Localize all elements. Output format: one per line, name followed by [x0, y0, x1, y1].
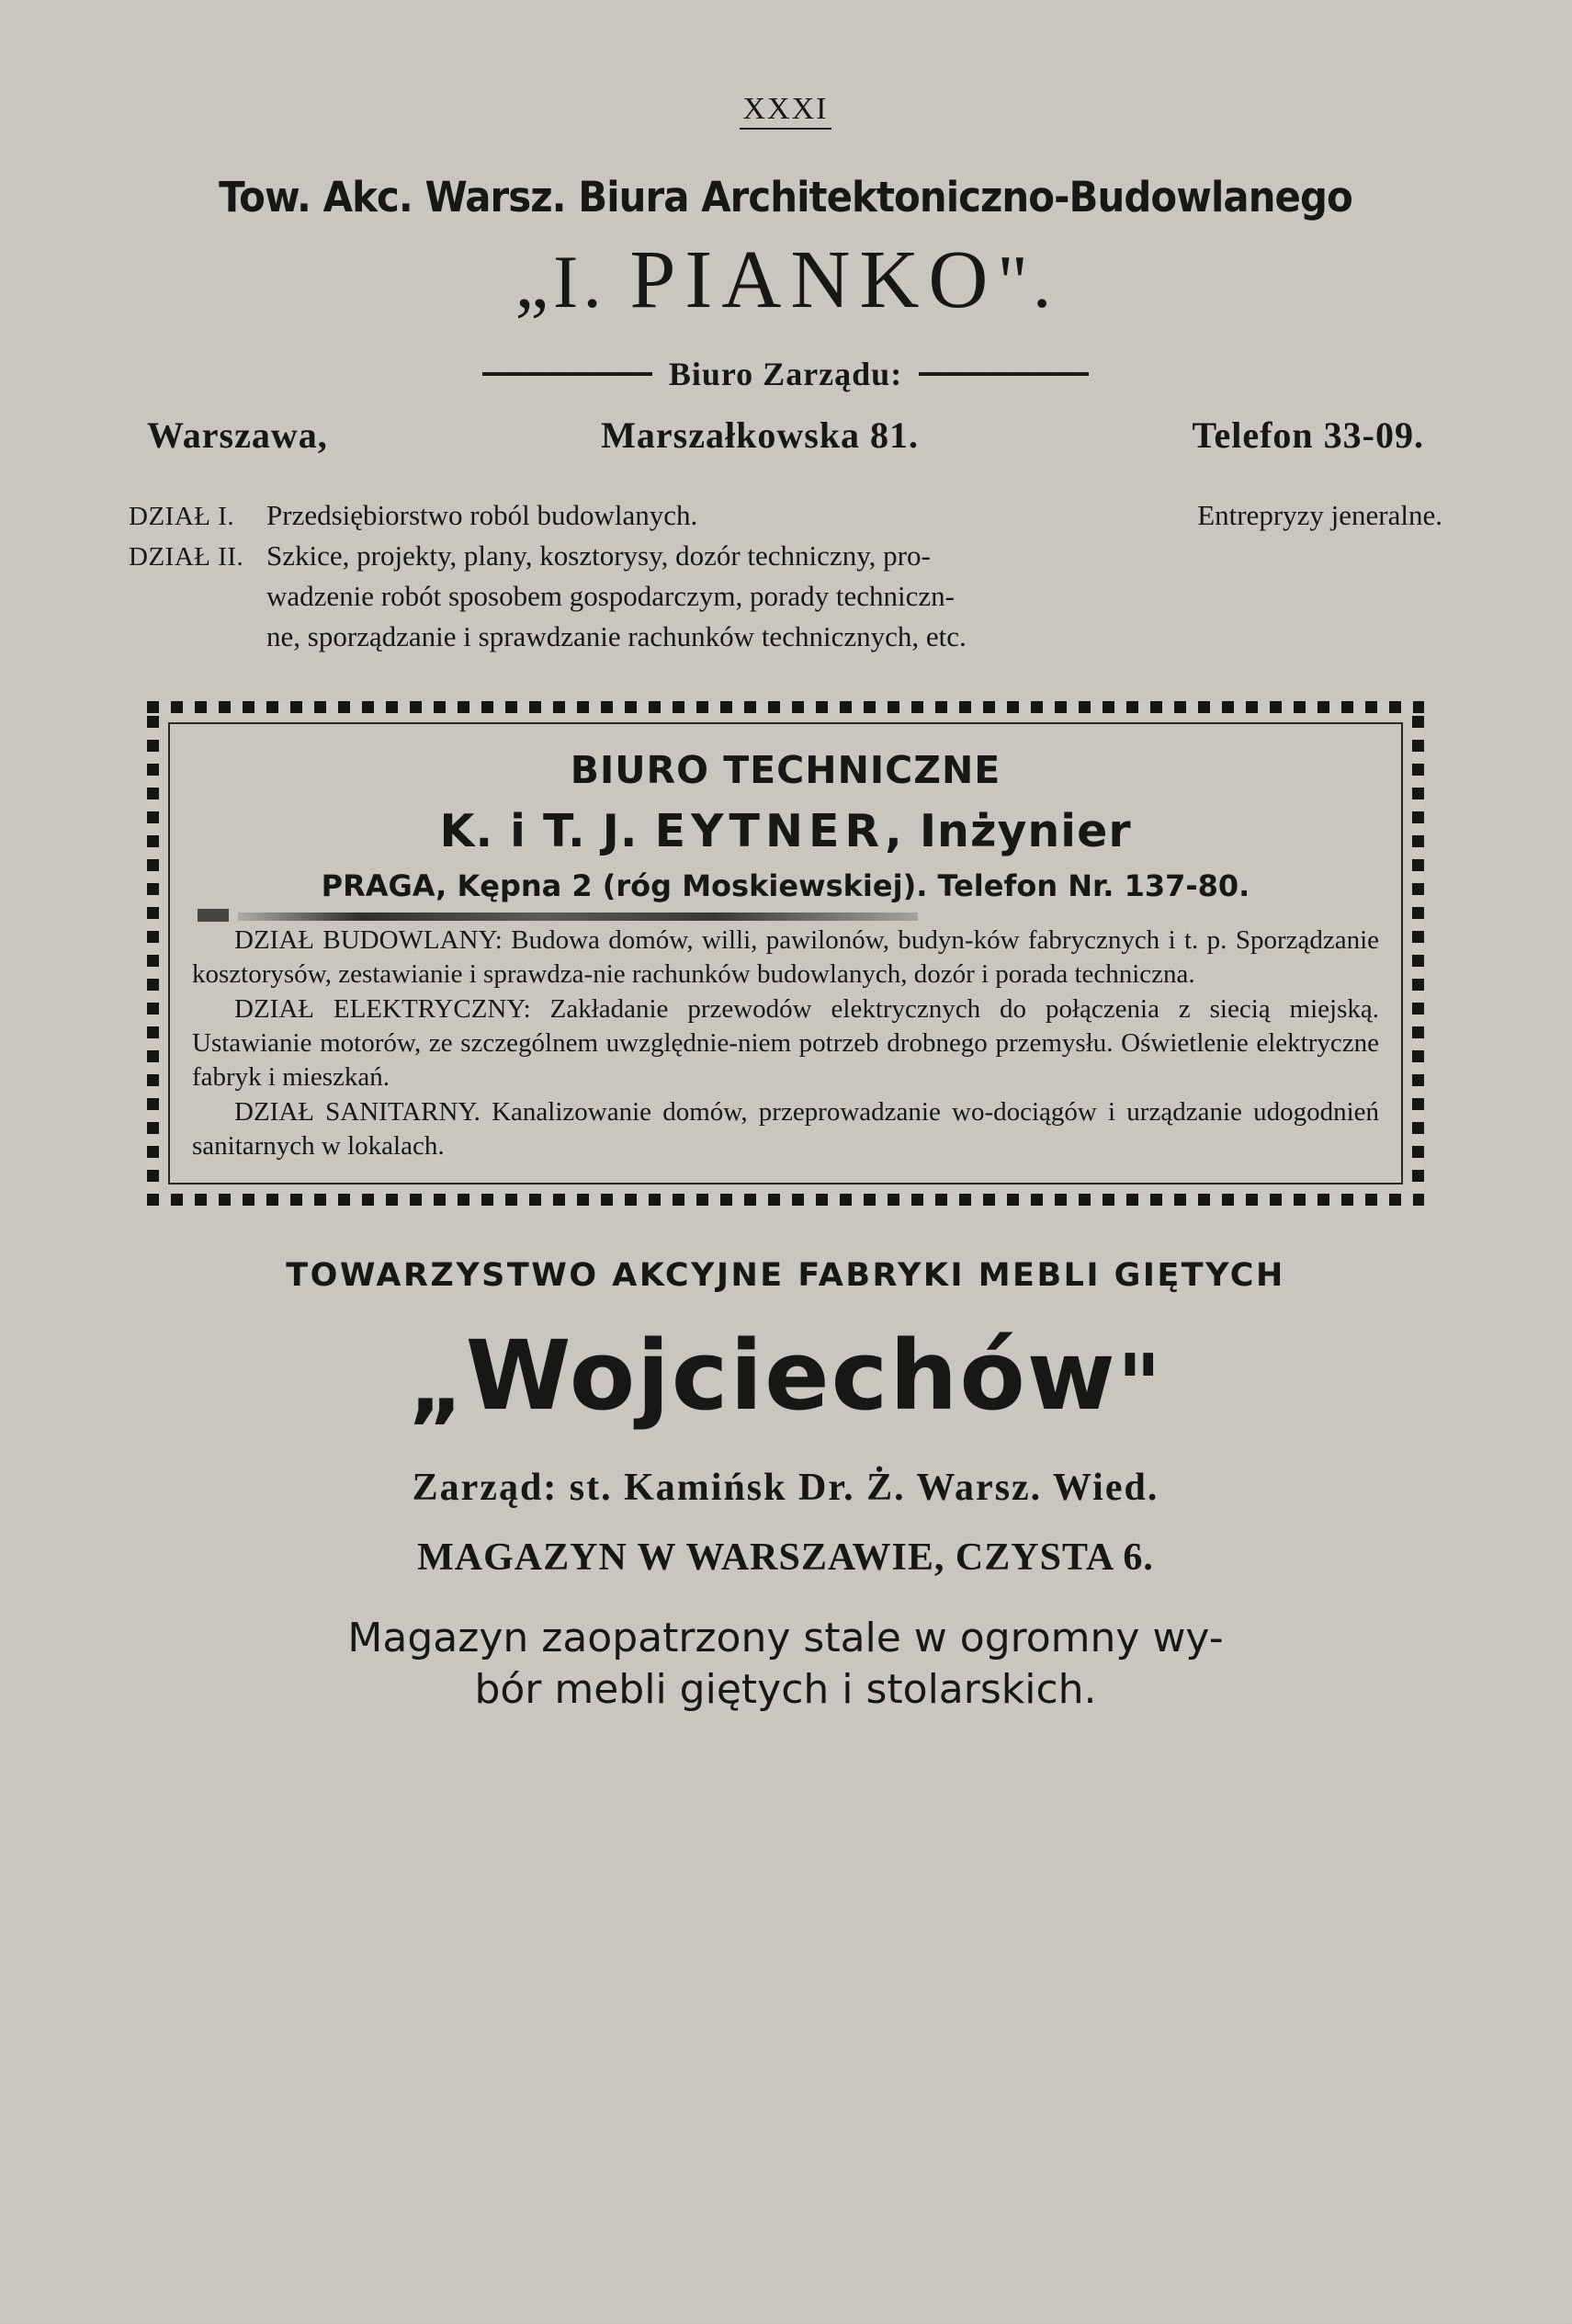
wojciechow-top-line: TOWARZYSTWO AKCYJNE FABRYKI MEBLI GIĘTYCH [286, 1257, 1285, 1295]
pianko-brand-close-quote: ". [997, 240, 1057, 323]
wojciechow-brand-name: Wojciechów [465, 1320, 1117, 1433]
rule-right [919, 372, 1089, 376]
wojciechow-brand [129, 1320, 1442, 1434]
pianko-city: Warszawa, [147, 414, 328, 456]
department-1-text [266, 495, 1442, 536]
wojciechow-brand-open-quote: „ [408, 1336, 466, 1435]
department-2-continuation [266, 576, 1442, 657]
page-number-value: XXXI [740, 92, 832, 130]
eytner-name-suffix: , Inżynier [885, 805, 1132, 858]
pianko-company-line: Tow. Akc. Warsz. Biura Architektoniczno-Budowlanego [219, 173, 1352, 221]
department-row-2 [129, 536, 1442, 576]
pianko-departments [129, 495, 1442, 657]
wojciechow-tagline-line2: bór mebli giętych i stolarskich. [474, 1666, 1097, 1714]
eytner-dept-elektryczny [192, 992, 1379, 1094]
page-number [129, 92, 1442, 127]
pianko-brand-open-quote: „I. [515, 240, 606, 323]
eytner-heading: BIURO TECHNICZNE [570, 748, 1001, 793]
eytner-dept-elektryczny-text2: Ustawianie motorów, ze szczególnem uwzględnie-niem potrzeb drobnego przemysłu. Oświetlenie elektryczne fabryk i mieszkań. [192, 1027, 1379, 1092]
pianko-address-row [129, 414, 1442, 457]
eytner-dept-budowlany-text2: Sporządzanie kosztorysów, zestawianie i sprawdza-nie rachunków budowlanych, dozór i porada techniczna. [192, 925, 1380, 989]
advert-wojciechow [129, 1257, 1442, 1717]
pianko-office-label: Biuro Zarządu: [668, 356, 903, 392]
rule-left [482, 372, 652, 376]
eytner-dept-sanitarny-text: Kanalizowanie domów, przeprowadzanie wo-dociągów i urządzanie udogodnień sanitarnych w lokalach. [192, 1097, 1380, 1161]
eytner-name-prefix: K. i T. J. [439, 805, 655, 858]
advert-pianko [129, 173, 1442, 457]
eytner-dept-elektryczny-label: DZIAŁ ELEKTRYCZNY: [234, 994, 531, 1025]
advert-eytner-box [147, 701, 1424, 1206]
wojciechow-tagline-line1: Magazyn zaopatrzony stale w ogromny wy- [347, 1615, 1224, 1662]
department-2-text-line2: wadzenie robót sposobem gospodarczym, porady techniczn- [266, 580, 955, 613]
page-content [129, 92, 1442, 1717]
department-1-text-left: Przedsiębiorstwo roból budowlanych. [266, 499, 698, 531]
wojciechow-tagline [129, 1613, 1442, 1717]
advert-eytner [168, 722, 1403, 1185]
eytner-dept-elektryczny-text: Zakładanie przewodów elektrycznych do połączenia z siecią miejską. [530, 994, 1379, 1025]
department-2-label: DZIAŁ II. [129, 542, 244, 572]
eytner-dept-budowlany-label: DZIAŁ BUDOWLANY: [234, 925, 503, 956]
eytner-dept-sanitarny-label: DZIAŁ SANITARNY. [234, 1097, 481, 1128]
eytner-address: PRAGA, Kępna 2 (róg Moskiewskiej). Telefon Nr. 137-80. [321, 868, 1250, 904]
eytner-dept-sanitarny [192, 1095, 1379, 1162]
eytner-name [192, 805, 1379, 857]
ink-smudge [192, 909, 1379, 922]
pianko-office-header [129, 355, 1442, 393]
eytner-dept-budowlany [192, 924, 1379, 991]
department-row-1 [129, 495, 1442, 536]
department-2-text-line3: ne, sporządzanie i sprawdzanie rachunków technicznych, etc. [266, 620, 967, 653]
pianko-brand-name: PIANKO [629, 234, 998, 325]
pianko-street: Marszałkowska 81. [601, 414, 920, 456]
eytner-name-main: EYTNER [654, 805, 886, 858]
wojciechow-management: Zarząd: st. Kamińsk Dr. Ż. Warsz. Wied. [412, 1467, 1159, 1510]
pianko-phone: Telefon 33-09. [1192, 414, 1424, 456]
wojciechow-store: MAGAZYN W WARSZAWIE, CZYSTA 6. [417, 1536, 1154, 1580]
department-1-label: DZIAŁ I. [129, 502, 235, 531]
department-1-text-right: Entrepryzy jeneralne. [1197, 499, 1442, 531]
eytner-dept-budowlany-text: Budowa domów, willi, pawilonów, budyn-ków fabrycznych i t. p. [502, 925, 1227, 956]
department-2-text-line1: Szkice, projekty, plany, kosztorysy, dozór techniczny, pro- [266, 539, 931, 572]
pianko-brand [129, 232, 1442, 327]
wojciechow-brand-close-quote: " [1116, 1336, 1163, 1435]
